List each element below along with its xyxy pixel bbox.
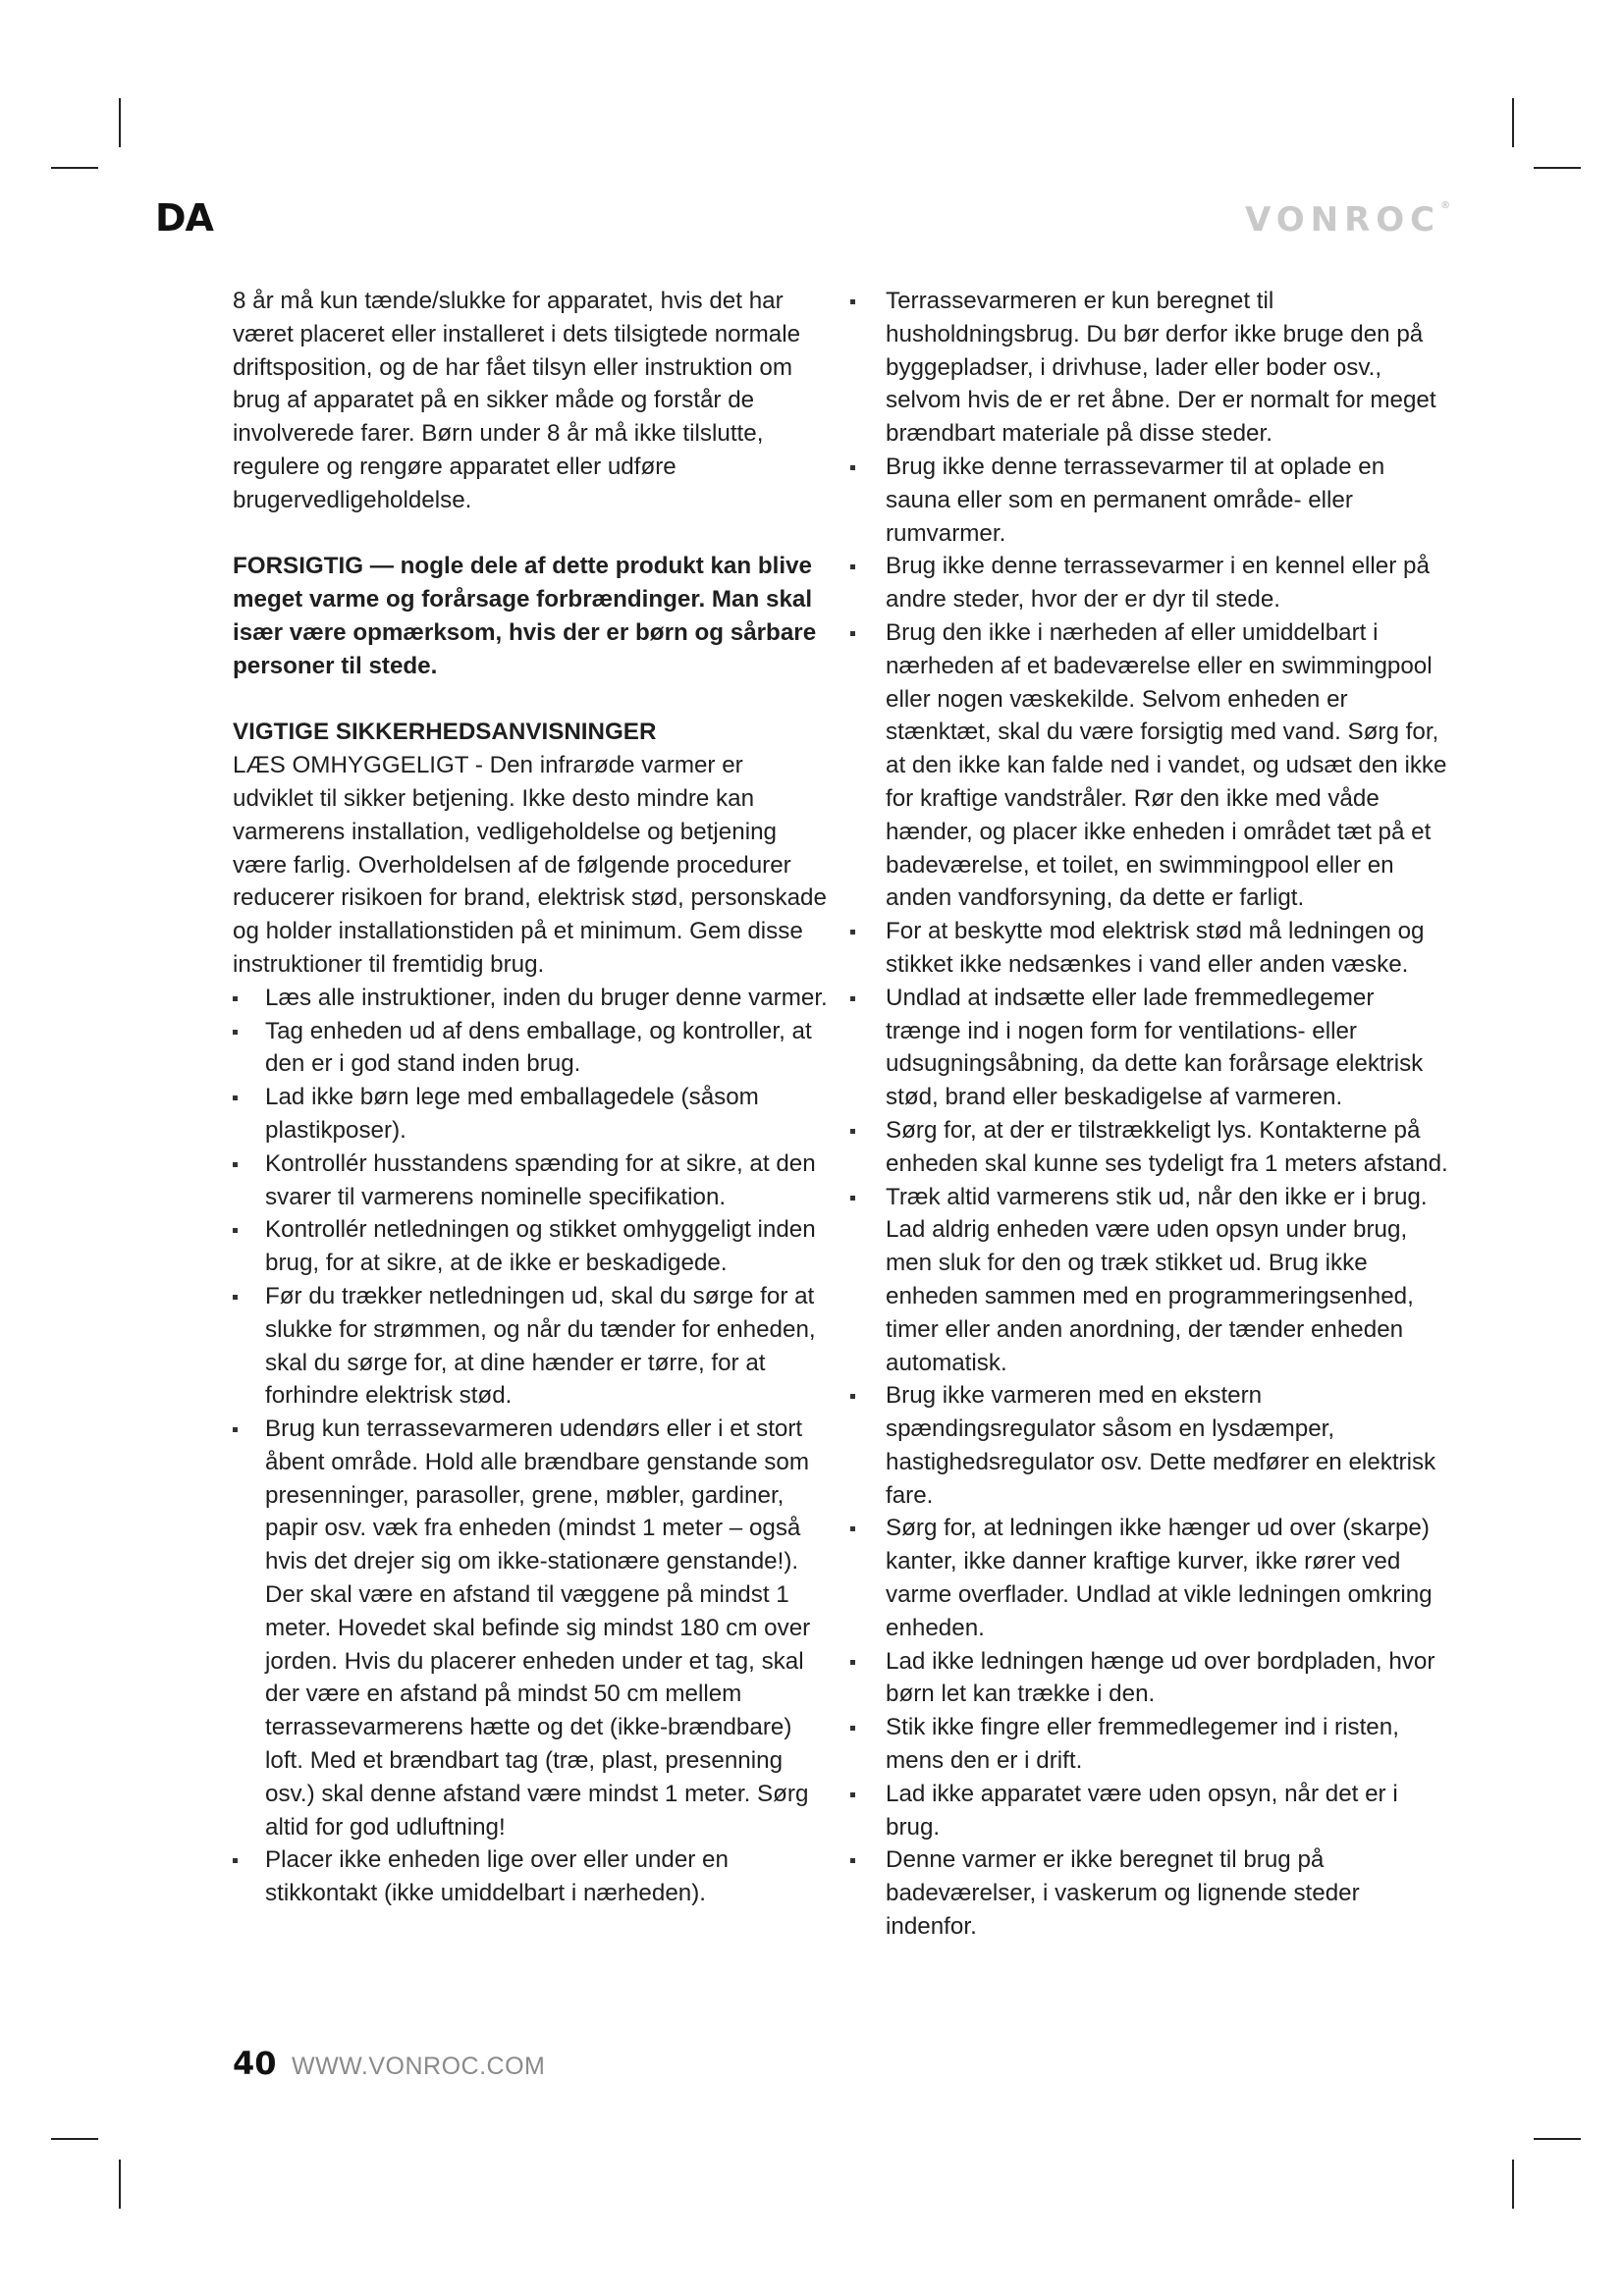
intro-paragraph: 8 år må kun tænde/slukke for apparatet, hvis det har været placeret eller installeret i dets tilsigtede normale driftsposition, og de har fået tilsyn eller instruktion om brug af apparatet på en sikker måde og forstår de involverede farer. Børn under 8 år må ikke tilslutte, regulere og rengøre apparatet eller udføre brugervedligeholdelse. xyxy=(233,288,801,513)
bullet-icon xyxy=(850,1792,855,1797)
bullet-icon xyxy=(233,1427,238,1432)
section-body: LÆS OMHYGGELIGT - Den infrarøde varmer er udviklet til sikker betjening. Ikke desto mindre kan varmerens installation, vedligeholdelse og betjening være farlig. Overholdelsen af de følgende procedurer reducerer risikoen for brand, elektrisk stød, personskade og holder installationstiden på et minimum. Gem disse instruktioner til fremtidig brug. xyxy=(233,752,827,978)
list-item-text: Brug kun terrassevarmeren udendørs eller i et stort åbent område. Hold alle brændbare genstande som presenninger, parasoller, grene, møbler, gardiner, papir osv. væk fra enheden (mindst 1 meter – også hvis det drejer sig om ikke-stationære genstande!). Der skal være en afstand til væggene på mindst 1 meter. Hovedet skal befinde sig mindst 180 cm over jorden. Hvis du placerer enheden under et tag, skal der være en afstand på mindst 50 cm mellem terrassevarmerens hætte og det (ikke-brændbare) loft. Med et brændbart tag (træ, plast, presenning osv.) skal denne afstand være mindst 1 meter. Sørg altid for god udluftning! xyxy=(265,1415,811,1841)
bullet-icon xyxy=(850,299,855,304)
list-item xyxy=(233,982,828,1015)
list-item xyxy=(233,1081,828,1148)
trademark-symbol: ® xyxy=(1440,200,1451,211)
bullet-icon xyxy=(850,1660,855,1665)
page-number: 40 xyxy=(233,2045,277,2082)
list-item xyxy=(233,1413,828,1843)
bullet-icon xyxy=(233,1228,238,1233)
list-item-text: Lad ikke børn lege med emballagedele (såsom plastikposer). xyxy=(265,1084,759,1144)
list-item xyxy=(850,982,1451,1114)
crop-mark-bottom-left-horizontal xyxy=(51,2138,98,2140)
crop-mark-bottom-right-horizontal xyxy=(1534,2138,1581,2140)
list-item-text: Terrassevarmeren er kun beregnet til husholdningsbrug. Du bør derfor ikke bruge den på byggepladser, i drivhuse, lader eller boder osv., selvom hvis de er ret åbne. Der er normalt for meget brændbart materiale på disse steder. xyxy=(886,288,1436,448)
website-link[interactable]: WWW.VONROC.COM xyxy=(291,2053,546,2080)
language-code: DA xyxy=(155,196,213,240)
bullet-icon xyxy=(233,996,238,1001)
bullet-icon xyxy=(850,564,855,569)
list-item xyxy=(850,915,1451,982)
list-item xyxy=(233,1843,828,1910)
bullet-icon xyxy=(233,1162,238,1167)
list-item-text: Læs alle instruktioner, inden du bruger denne varmer. xyxy=(265,984,828,1011)
crop-mark-top-left-vertical xyxy=(119,98,121,147)
list-item xyxy=(233,1213,828,1280)
brand-logo xyxy=(1245,200,1450,240)
list-item-text: Brug ikke denne terrassevarmer i en kennel eller på andre steder, hvor der er dyr til stede. xyxy=(886,553,1430,614)
section-heading: VIGTIGE SIKKERHEDSANVISNINGER xyxy=(233,719,657,746)
list-item xyxy=(850,1645,1451,1712)
list-item xyxy=(233,1015,828,1082)
spacer xyxy=(233,517,828,551)
list-item-text: Lad ikke apparatet være uden opsyn, når det er i brug. xyxy=(886,1780,1398,1841)
list-item xyxy=(850,1379,1451,1512)
crop-mark-top-left-horizontal xyxy=(51,167,98,169)
bullet-icon xyxy=(850,1526,855,1531)
right-bullet-list xyxy=(850,285,1451,1944)
list-item xyxy=(233,1280,828,1413)
bullet-icon xyxy=(850,1196,855,1201)
bullet-icon xyxy=(850,1858,855,1863)
bullet-icon xyxy=(850,1394,855,1399)
list-item-text: For at beskytte mod elektrisk stød må ledningen og stikket ikke nedsænkes i vand eller anden væske. xyxy=(886,918,1425,978)
list-item-text: Undlad at indsætte eller lade fremmedlegemer trænge ind i nogen form for ventilations- eller udsugningsåbning, da dette kan forårsage elektrisk stød, brand eller beskadigelse af varmeren. xyxy=(886,984,1424,1111)
bullet-icon xyxy=(850,996,855,1001)
bullet-icon xyxy=(850,465,855,470)
list-item-text: Træk altid varmerens stik ud, når den ikke er i brug. Lad aldrig enheden være uden opsyn under brug, men sluk for den og træk stikket ud. Brug ikke enheden sammen med en programmeringsenhed, timer eller anden anordning, der tænder enheden automatisk. xyxy=(886,1183,1428,1376)
bullet-icon xyxy=(233,1095,238,1100)
list-item xyxy=(850,1512,1451,1644)
crop-mark-bottom-left-vertical xyxy=(119,2160,121,2209)
list-item-text: Kontrollér netledningen og stikket omhyggeligt inden brug, for at sikre, at de ikke er beskadigede. xyxy=(265,1216,816,1277)
list-item xyxy=(850,1843,1451,1943)
crop-mark-top-right-vertical xyxy=(1512,98,1514,147)
list-item xyxy=(850,1778,1451,1844)
bullet-icon xyxy=(850,631,855,636)
list-item-text: Stik ikke fingre eller fremmedlegemer ind i risten, mens den er i drift. xyxy=(886,1714,1399,1775)
list-item xyxy=(850,550,1451,616)
crop-mark-bottom-right-vertical xyxy=(1512,2160,1514,2209)
bullet-icon xyxy=(850,1129,855,1134)
left-column xyxy=(233,285,828,1910)
bullet-icon xyxy=(850,930,855,934)
list-item xyxy=(850,1711,1451,1778)
crop-mark-top-right-horizontal xyxy=(1534,167,1581,169)
left-bullet-list xyxy=(233,982,828,1910)
list-item-text: Kontrollér husstandens spænding for at sikre, at den svarer til varmerens nominelle specifikation. xyxy=(265,1149,816,1210)
list-item xyxy=(850,1181,1451,1380)
list-item-text: Brug ikke denne terrassevarmer til at oplade en sauna eller som en permanent område- eller rumvarmer. xyxy=(886,453,1385,547)
bullet-icon xyxy=(233,1295,238,1300)
list-item-text: Tag enheden ud af dens emballage, og kontroller, at den er i god stand inden brug. xyxy=(265,1017,812,1078)
spacer xyxy=(233,683,828,717)
list-item-text: Brug ikke varmeren med en ekstern spændingsregulator såsom en lysdæmper, hastighedsregulator osv. Dette medfører en elektrisk fare. xyxy=(886,1382,1436,1509)
bullet-icon xyxy=(233,1030,238,1035)
list-item-text: Før du trækker netledningen ud, skal du sørge for at slukke for strømmen, og når du tænder for enheden, skal du sørge for, at dine hænder er tørre, for at forhindre elektrisk stød. xyxy=(265,1282,816,1410)
bullet-icon xyxy=(233,1858,238,1863)
caution-paragraph: FORSIGTIG — nogle dele af dette produkt kan blive meget varme og forårsage forbrændinger. Man skal især være opmærksom, hvis der er børn og sårbare personer til stede. xyxy=(233,553,817,679)
list-item-text: Denne varmer er ikke beregnet til brug på badeværelser, i vaskerum og lignende steder indenfor. xyxy=(886,1846,1360,1941)
right-column xyxy=(850,285,1451,1944)
list-item-text: Lad ikke ledningen hænge ud over bordpladen, hvor børn let kan trække i den. xyxy=(886,1647,1435,1708)
brand-name: VONROC xyxy=(1245,200,1441,240)
list-item-text: Placer ikke enheden lige over eller under en stikkontakt (ikke umiddelbart i nærheden). xyxy=(265,1846,729,1907)
list-item xyxy=(850,616,1451,915)
list-item-text: Brug den ikke i nærheden af eller umiddelbart i nærheden af et badeværelse eller en swimmingpool eller nogen væskekilde. Selvom enheden er stænktæt, skal du være forsigtig med vand. Sørg for, at den ikke kan falde ned i vandet, og udsæt den ikke for kraftige vandstråler. Rør den ikke med våde hænder, og placer ikke enheden i området tæt på et badeværelse, et toilet, en swimmingpool eller en anden vandforsyning, da dette er farligt. xyxy=(886,618,1447,912)
list-item xyxy=(850,1114,1451,1181)
list-item-text: Sørg for, at ledningen ikke hænger ud over (skarpe) kanter, ikke danner kraftige kurver, ikke rører ved varme overflader. Undlad at vikle ledningen omkring enheden. xyxy=(886,1515,1433,1641)
list-item xyxy=(233,1148,828,1214)
list-item-text: Sørg for, at der er tilstrækkeligt lys. Kontakterne på enheden skal kunne ses tydeligt fra 1 meters afstand. xyxy=(886,1116,1448,1177)
bullet-icon xyxy=(850,1726,855,1731)
list-item xyxy=(850,451,1451,550)
page-footer xyxy=(233,2045,545,2082)
list-item xyxy=(850,285,1451,451)
